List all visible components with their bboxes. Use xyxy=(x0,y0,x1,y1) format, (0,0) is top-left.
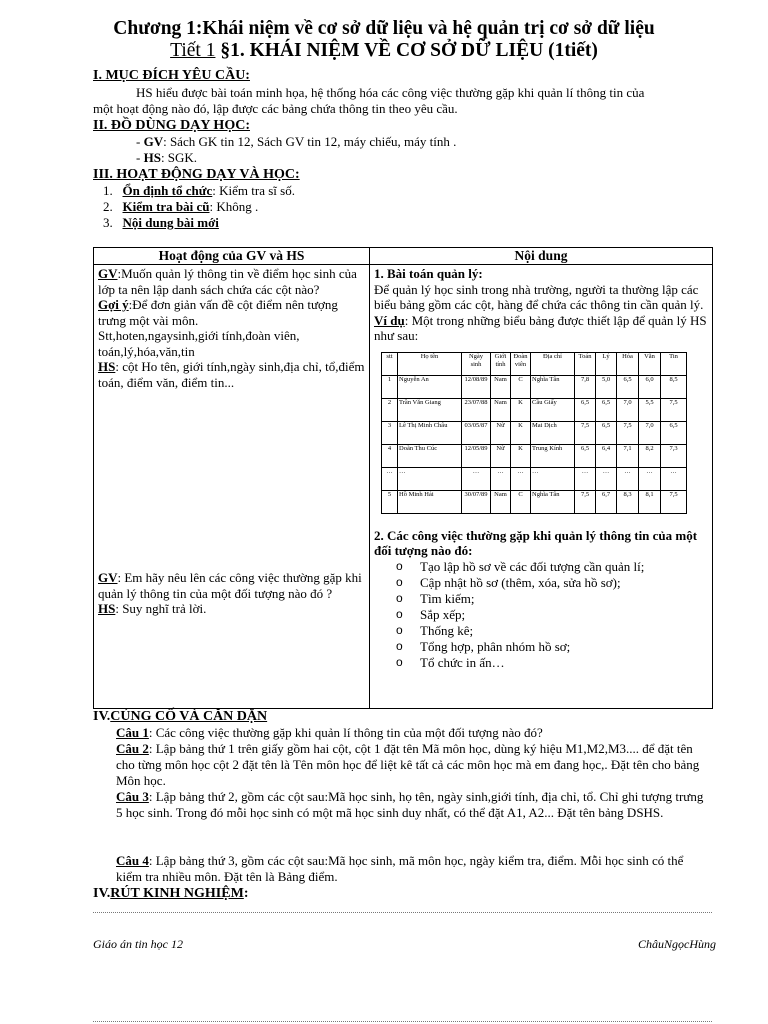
student-table-cell: 6,5 xyxy=(596,421,617,444)
student-table-cell: Trung Kính xyxy=(531,444,575,467)
lesson-table xyxy=(93,247,713,709)
student-table-cell: 7,3 xyxy=(661,444,687,467)
student-table-cell: 7,5 xyxy=(661,490,687,513)
student-table-header-cell: Lý xyxy=(596,352,617,375)
section-1-heading: I. MỤC ĐÍCH YÊU CẦU: xyxy=(93,68,250,83)
section-4-heading: IV.CỦNG CỐ VÀ CĂN DẶN xyxy=(93,709,268,724)
bottom-dotted-line xyxy=(93,1021,712,1022)
student-table-cell: Doãn Thu Cúc xyxy=(398,444,462,467)
student-table-header-row xyxy=(382,352,687,375)
student-table-cell: … xyxy=(398,467,462,490)
student-table-cell: … xyxy=(639,467,661,490)
column-list: Stt,hoten,ngaysinh,giới tính,đoàn viên, toán,lý,hóa,văn,tin xyxy=(98,328,300,359)
student-table-cell: Nghĩa Tân xyxy=(531,375,575,398)
student-table-cell: … xyxy=(531,467,575,490)
student-table-cell: 30/07/89 xyxy=(462,490,491,513)
student-table-cell: K xyxy=(511,421,531,444)
activity-item-1: 1. Ổn định tổ chức: Kiểm tra sĩ số. xyxy=(103,183,295,198)
student-table-cell: 6,0 xyxy=(639,375,661,398)
student-table-cell: 5,0 xyxy=(596,375,617,398)
student-table-header-cell: Ngày sinh xyxy=(462,352,491,375)
student-table-cell: C xyxy=(511,375,531,398)
student-table-cell: Cầu Giấy xyxy=(531,398,575,421)
student-table-header-cell: Giới tính xyxy=(491,352,511,375)
chapter-title: Chương 1:Khái niệm về cơ sở dữ liệu và hệ quản trị cơ sở dữ liệu xyxy=(113,18,655,39)
student-table-cell: Nữ xyxy=(491,444,511,467)
student-table-cell: 12/05/89 xyxy=(462,444,491,467)
student-table-cell: 6,5 xyxy=(617,375,639,398)
gv-question-2: GV: Em hãy nêu lên các công việc thường gặp khi quản lý thông tin của một đối tượng nào đó ? xyxy=(98,570,362,601)
student-table-header-cell: Địa chỉ xyxy=(531,352,575,375)
question-2: Câu 2: Lập bảng thứ 1 trên giấy gồm hai cột, cột 1 đặt tên Mã môn học, dùng ký hiệu M1,M2,M3.... để đặt tên cho từng môn học cột 2 đặt tên là Tên môn học để liệt kê tất cả các môn học mà em đang học,. Đặt tên cho bảng Môn học. xyxy=(116,741,700,788)
student-table-cell: 7,1 xyxy=(617,444,639,467)
content-cell xyxy=(370,265,713,709)
question-1: Câu 1: Các công việc thường gặp khi quản lí thông tin của một đối tượng nào đó? xyxy=(116,725,543,740)
student-table-cell: Mai Dịch xyxy=(531,421,575,444)
student-table-cell: K xyxy=(511,398,531,421)
student-table-row xyxy=(382,398,687,421)
student-table-cell: 7,0 xyxy=(617,398,639,421)
student-table-cell: 6,5 xyxy=(596,398,617,421)
notes-line xyxy=(93,912,712,913)
student-table-cell: 5 xyxy=(382,490,398,513)
hs-answer-2: HS: Suy nghĩ trả lời. xyxy=(98,601,207,616)
student-table-row xyxy=(382,444,687,467)
section-2-heading: II. ĐỒ DÙNG DẠY HỌC: xyxy=(93,118,250,133)
student-table-cell: 6,7 xyxy=(596,490,617,513)
student-table-cell: 6,4 xyxy=(596,444,617,467)
footer-right: ChâuNgọcHùng xyxy=(638,937,716,951)
student-table-cell: 7,0 xyxy=(639,421,661,444)
student-table-cell: … xyxy=(617,467,639,490)
student-table-cell: 4 xyxy=(382,444,398,467)
task-list-item: o Tổ chức in ấn… xyxy=(396,655,708,671)
student-table-row xyxy=(382,421,687,444)
table-header-content: Nội dung xyxy=(370,248,713,265)
student-table-header-cell: Văn xyxy=(639,352,661,375)
student-table-cell: Nguyễn An xyxy=(398,375,462,398)
question-3: Câu 3: Lập bảng thứ 2, gồm các cột sau:Mã học sinh, họ tên, ngày sinh,giới tính, địa chỉ, tổ. Chỉ ghi tượng trưng 5 học sinh. Trong đó mỗi học sinh có một mã học sinh duy nhất, có thể đặt A1, A2... Đặt tên bảng DSHS. xyxy=(116,789,704,820)
section-5-heading: IV.RÚT KINH NGHIỆM: xyxy=(93,886,249,901)
hs-answer-1: HS: cột Ho tên, giới tính,ngày sinh,địa chỉ, tổ,điểm toán, điểm văn, điểm tin... xyxy=(98,359,365,390)
student-table-cell: 1 xyxy=(382,375,398,398)
student-table-cell: Trần Văn Giang xyxy=(398,398,462,421)
student-table-cell: … xyxy=(575,467,596,490)
student-table-cell: … xyxy=(661,467,687,490)
student-table-cell: 8,1 xyxy=(639,490,661,513)
gv-question-1: GV:Muốn quản lý thông tin về điểm học sinh của lớp ta nên lập danh sách chứa các cột nào? xyxy=(98,266,357,297)
hint: Gợi ý:Để đơn giản vấn đề cột điểm nên tượng trưng một vài môn. xyxy=(98,297,338,328)
student-table-cell: Lê Thị Minh Châu xyxy=(398,421,462,444)
activities-cell xyxy=(94,265,370,709)
student-table-cell: 23/07/88 xyxy=(462,398,491,421)
section-3-heading: III. HOẠT ĐỘNG DẠY VÀ HỌC: xyxy=(93,167,300,182)
student-table-cell: Nghĩa Tân xyxy=(531,490,575,513)
lesson-title: §1. KHÁI NIỆM VỀ CƠ SỞ DỮ LIỆU (1tiết) xyxy=(220,40,598,61)
student-table-cell: 6,5 xyxy=(661,421,687,444)
lesson-title-line xyxy=(0,40,768,62)
student-table-row xyxy=(382,375,687,398)
activity-item-3: 3. Nội dung bài mới xyxy=(103,215,219,230)
task-list-item: o Cập nhật hồ sơ (thêm, xóa, sửa hồ sơ); xyxy=(396,575,708,591)
task-list xyxy=(396,559,708,671)
student-table-cell: C xyxy=(511,490,531,513)
student-table-cell: 6,5 xyxy=(575,444,596,467)
student-table-cell: … xyxy=(491,467,511,490)
student-table-cell: 8,3 xyxy=(617,490,639,513)
student-table-header-cell: Họ tên xyxy=(398,352,462,375)
task-list-item: o Sắp xếp; xyxy=(396,607,708,623)
problem-heading: 1. Bài toán quản lý: xyxy=(374,266,483,281)
student-table-cell: … xyxy=(462,467,491,490)
tasks-heading: 2. Các công việc thường gặp khi quản lý thông tin của một đối tượng nào đó: xyxy=(374,527,698,558)
activity-item-2: 2. Kiểm tra bài cũ: Không . xyxy=(103,199,259,214)
student-table-header-cell: Hóa xyxy=(617,352,639,375)
student-table-cell: Nam xyxy=(491,375,511,398)
table-header-activities: Hoạt động của GV và HS xyxy=(94,248,370,265)
example-text: Ví dụ: Một trong những biểu bảng được thiết lập để quản lý HS như sau: xyxy=(374,312,707,343)
task-list-item: o Tạo lập hồ sơ về các đối tượng cần quản lí; xyxy=(396,559,708,575)
lesson-label: Tiết 1 xyxy=(170,40,216,61)
student-table-cell: Nam xyxy=(491,490,511,513)
student-table-cell: 5,5 xyxy=(639,398,661,421)
student-table-cell: 8,5 xyxy=(661,375,687,398)
student-table-cell: K xyxy=(511,444,531,467)
task-list-item: o Tìm kiếm; xyxy=(396,591,708,607)
gv-materials: - GV: Sách GK tin 12, Sách GV tin 12, máy chiếu, máy tính . xyxy=(136,134,457,149)
student-table-header-cell: Tin xyxy=(661,352,687,375)
hs-materials: - HS: SGK. xyxy=(136,150,198,165)
problem-text: Để quản lý học sinh trong nhà trường, người ta thường lập các biểu bảng gồm các cột, hàng để chứa các thông tin cần quản lý. xyxy=(374,281,704,312)
student-table-header-cell: stt xyxy=(382,352,398,375)
student-table-cell: Nữ xyxy=(491,421,511,444)
student-table-cell: 7,5 xyxy=(661,398,687,421)
student-table-cell: … xyxy=(382,467,398,490)
task-list-item: o Tổng hợp, phân nhóm hồ sơ; xyxy=(396,639,708,655)
student-table-header-cell: Đoàn viên xyxy=(511,352,531,375)
student-table-cell: 8,2 xyxy=(639,444,661,467)
student-table-cell: 6,5 xyxy=(575,398,596,421)
student-table-cell: 7,5 xyxy=(575,490,596,513)
student-table-cell: 03/05/87 xyxy=(462,421,491,444)
student-table-cell: Hồ Minh Hải xyxy=(398,490,462,513)
section-1-line-2: một hoạt động nào đó, lập được các bảng chứa thông tin theo yêu cầu. xyxy=(93,101,458,116)
student-table-header-cell: Toán xyxy=(575,352,596,375)
student-table-cell: … xyxy=(596,467,617,490)
student-table-cell: Nam xyxy=(491,398,511,421)
question-4: Câu 4: Lập bảng thứ 3, gồm các cột sau:Mã học sinh, mã môn học, ngày kiểm tra, điểm. Mỗi học sinh có thể kiểm tra nhiều môn. Đặt tên là Bảng điểm. xyxy=(116,853,684,884)
section-1-line-1: HS hiểu được bài toán minh họa, hệ thống hóa các công việc thường gặp khi quản lí thông tin của xyxy=(136,85,645,100)
student-table-cell: 7,5 xyxy=(575,421,596,444)
task-list-item: o Thống kê; xyxy=(396,623,708,639)
student-table-cell: 7,8 xyxy=(575,375,596,398)
student-table-cell: 3 xyxy=(382,421,398,444)
student-table-row xyxy=(382,467,687,490)
footer-left: Giáo án tin học 12 xyxy=(93,937,183,951)
student-table xyxy=(381,352,687,514)
student-table-cell: 12/08/89 xyxy=(462,375,491,398)
student-table-row xyxy=(382,490,687,513)
student-table-cell: 2 xyxy=(382,398,398,421)
student-table-cell: 7,5 xyxy=(617,421,639,444)
student-table-cell: … xyxy=(511,467,531,490)
